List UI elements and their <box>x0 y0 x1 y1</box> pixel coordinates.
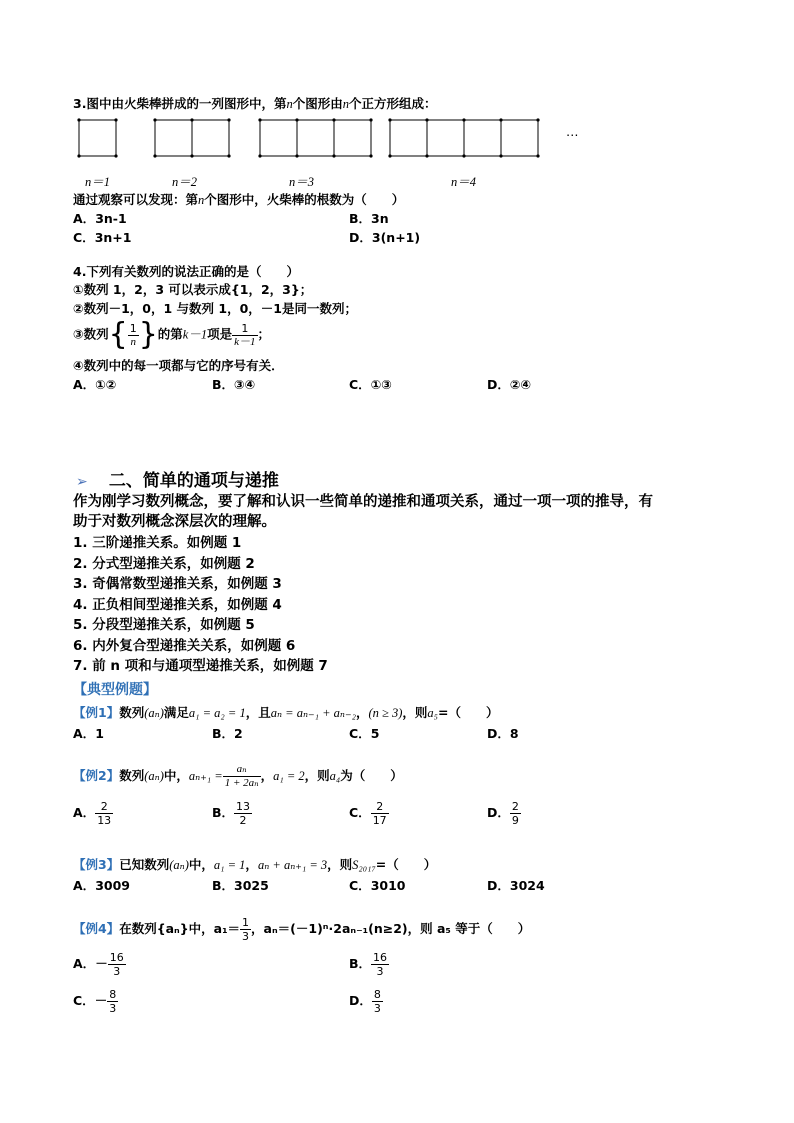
stem-part: 中， <box>163 768 189 783</box>
option-text: 3024 <box>509 878 545 893</box>
section-title: 二、简单的通项与递推 <box>108 471 279 491</box>
option-letter: D． <box>349 993 372 1008</box>
option-text: 8 <box>509 726 519 741</box>
brace-right: } <box>138 317 158 352</box>
typical-examples-heading: 【典型例题】 <box>73 682 157 698</box>
stem-part: ，则 <box>304 768 330 783</box>
option-text: 3n-1 <box>95 211 127 226</box>
label-n3: n＝3 <box>289 175 315 189</box>
option-text: ①③ <box>370 377 392 392</box>
fraction-num: 8 <box>373 988 381 1001</box>
matchstick-figure <box>70 114 590 164</box>
statement-part: ； <box>257 326 271 342</box>
ex3-option-c[interactable] <box>349 878 405 894</box>
fraction-num: 16 <box>373 951 388 964</box>
fraction-den: 17 <box>372 814 387 827</box>
q3-stem-var: n <box>342 97 349 111</box>
figure-n2 <box>155 120 229 156</box>
q4-statement-2: ②数列－1，0，1 与数列 1，0，－1是同一数列； <box>73 301 357 316</box>
option-letter: A． <box>73 726 96 741</box>
q3-question <box>73 192 404 208</box>
fraction-num: 1 <box>129 321 137 335</box>
option-text: ②④ <box>509 377 532 392</box>
option-letter: A． <box>73 805 96 820</box>
math-cond: a₁ = 1 <box>213 858 246 872</box>
q4-statement-3 <box>73 317 271 352</box>
fraction <box>232 322 257 349</box>
option-text: 3(n+1) <box>371 230 421 245</box>
q3-question-part: 通过观察可以发现：第 <box>73 192 199 207</box>
ex3-stem <box>73 857 436 873</box>
option-letter: D． <box>487 878 510 893</box>
q3-option-d[interactable] <box>349 230 420 246</box>
stem-part: 数列 <box>119 705 145 720</box>
stem-part: ，则 <box>327 857 353 872</box>
math-target: a₄ <box>329 769 341 783</box>
stem-part: ，则 <box>402 705 428 720</box>
fraction-num: 2 <box>511 800 519 813</box>
fraction <box>128 322 139 349</box>
q3-option-c[interactable] <box>73 230 131 246</box>
q3-stem-part: 个正方形组成： <box>348 96 437 111</box>
fraction <box>95 800 113 827</box>
ex4-option-c[interactable] <box>73 988 118 1015</box>
fraction-num: 8 <box>109 988 117 1001</box>
section-heading <box>76 466 279 491</box>
ex1-option-d[interactable] <box>487 726 519 742</box>
option-letter: C． <box>349 377 371 392</box>
option-text: 3025 <box>234 878 269 893</box>
stem-part: 已知数列 <box>119 857 170 872</box>
math-cond: a₁ = a₂ = 1 <box>188 706 246 720</box>
fraction-num: 1 <box>242 916 250 929</box>
ex2-option-b[interactable] <box>212 800 252 827</box>
section-intro-1: 作为刚学习数列概念，要了解和认识一些简单的递推和通项关系，通过一项一项的推导，有 <box>73 494 653 510</box>
stem-part: 在数列{aₙ}中，a₁＝ <box>119 921 241 936</box>
math-seq: (aₙ) <box>144 769 164 783</box>
math-cond: aₙ = aₙ₋₁ + aₙ₋₂ <box>270 706 356 720</box>
figure-ellipsis: … <box>566 124 579 139</box>
brace-left: { <box>108 317 128 352</box>
option-sign: － <box>94 993 108 1008</box>
math-target: S₂₀₁₇ <box>352 858 376 872</box>
option-text: 3n <box>371 211 389 226</box>
statement-part: ③数列 <box>73 326 109 342</box>
fraction-den: 3 <box>242 930 250 943</box>
matchstick-joints <box>77 118 539 157</box>
figure-n4 <box>390 120 538 156</box>
q3-stem-var: n <box>286 97 293 111</box>
math-seq: (aₙ) <box>144 706 164 720</box>
list-item: 5. 分段型递推关系，如例题 5 <box>73 617 255 633</box>
statement-part: 的第 <box>157 326 183 342</box>
stem-part: ， <box>260 768 274 783</box>
option-letter: B． <box>212 878 235 893</box>
ex1-option-b[interactable] <box>212 726 243 742</box>
q3-stem <box>73 96 436 112</box>
q4-option-a[interactable] <box>73 377 116 393</box>
option-letter: B． <box>212 377 235 392</box>
fraction <box>223 763 261 790</box>
fraction <box>108 951 126 978</box>
statement-part: 项是 <box>207 326 233 342</box>
arrow-icon: ➢ <box>76 474 88 490</box>
example-tag: 【例3】 <box>73 857 120 872</box>
list-item: 7. 前 n 项和与通项型递推关系，如例题 7 <box>73 658 328 674</box>
fraction-den: 3 <box>376 965 384 978</box>
stem-part: ， <box>245 857 258 872</box>
option-text: 3009 <box>95 878 130 893</box>
relation-list <box>73 533 328 677</box>
option-letter: D． <box>487 377 510 392</box>
fraction <box>234 800 252 827</box>
option-letter: C． <box>349 726 371 741</box>
q3-stem-part: 3.图中由火柴棒拼成的一列图形中，第 <box>73 96 287 111</box>
ex4-option-b[interactable] <box>349 951 389 978</box>
stem-part: 为（ ） <box>340 768 403 783</box>
stem-part: 数列 <box>119 768 145 783</box>
ex1-option-c[interactable] <box>349 726 379 742</box>
option-letter: C． <box>349 805 371 820</box>
figure-n1 <box>79 120 116 156</box>
ex1-stem <box>73 705 499 721</box>
math-lhs: aₙ₊₁ = <box>188 769 223 783</box>
fraction-num: 1 <box>232 322 257 336</box>
list-item: 2. 分式型递推关系，如例题 2 <box>73 555 255 572</box>
fraction <box>107 988 118 1015</box>
fraction-num: 13 <box>236 800 251 813</box>
fraction <box>372 988 383 1015</box>
option-text: 3010 <box>370 878 406 893</box>
list-item: 4. 正负相间型递推关系，如例题 4 <box>73 596 282 613</box>
option-letter: D． <box>487 805 510 820</box>
q3-stem-part: 个图形由 <box>292 96 343 111</box>
ex3-option-d[interactable] <box>487 878 545 894</box>
ex3-option-b[interactable] <box>212 878 269 894</box>
stem-part: 满足 <box>163 705 189 720</box>
option-letter: A． <box>73 878 96 893</box>
ex2-option-c[interactable] <box>349 800 389 827</box>
label-n1: n＝1 <box>85 175 111 189</box>
math-cond: a₁ = 2 <box>273 769 305 783</box>
fraction-den: k－1 <box>234 335 256 348</box>
ex2-stem <box>73 763 403 790</box>
fraction-den: 2 <box>239 814 247 827</box>
fraction-den: n <box>130 335 136 348</box>
ex3-option-a[interactable] <box>73 878 130 894</box>
list-item: 3. 奇偶常数型递推关系，如例题 3 <box>73 576 282 592</box>
q4-option-b[interactable] <box>212 377 255 393</box>
option-text: 3n+1 <box>94 230 132 245</box>
stem-part: ，且 <box>245 705 271 720</box>
fraction-den: 3 <box>373 1002 381 1015</box>
option-letter: D． <box>349 230 372 245</box>
option-letter: B． <box>212 726 235 741</box>
option-letter: B． <box>212 805 235 820</box>
ex2-option-d[interactable] <box>487 800 521 827</box>
option-letter: B． <box>349 211 372 226</box>
option-letter: D． <box>487 726 510 741</box>
stem-part: ，aₙ＝(－1)ⁿ·2aₙ₋₁(n≥2)，则 a₅ 等于（ ） <box>251 921 531 936</box>
fraction-num: 16 <box>109 951 124 964</box>
example-tag: 【例2】 <box>73 768 120 783</box>
option-text: 2 <box>234 726 243 741</box>
fraction-den: 3 <box>113 965 121 978</box>
option-letter: A． <box>73 211 96 226</box>
ex4-stem <box>73 916 530 943</box>
stem-part: 中， <box>188 857 214 872</box>
q3-option-b[interactable] <box>349 211 389 227</box>
stem-part: =（ ） <box>375 857 437 872</box>
option-letter: A． <box>73 377 96 392</box>
label-n4: n＝4 <box>451 175 477 189</box>
figure-n3 <box>260 120 371 156</box>
ex2-option-a[interactable] <box>73 800 113 827</box>
fraction <box>371 951 389 978</box>
option-sign: － <box>95 956 108 971</box>
stem-part: ， <box>355 705 369 720</box>
q4-option-c[interactable] <box>349 377 392 393</box>
fraction <box>240 916 251 943</box>
option-letter: B． <box>349 956 372 971</box>
list-item: 1. 三阶递推关系。如例题 1 <box>73 535 242 551</box>
statement-var: k－1 <box>182 327 208 342</box>
example-tag: 【例1】 <box>73 705 120 720</box>
fraction <box>371 800 389 827</box>
q3-question-var: n <box>198 193 205 207</box>
q4-statement-1: ①数列 1，2，3 可以表示成{1，2，3}； <box>73 282 313 297</box>
option-text: ①② <box>95 377 117 392</box>
option-letter: A． <box>73 956 96 971</box>
ex4-option-a[interactable] <box>73 951 126 978</box>
option-text: ③④ <box>234 377 256 392</box>
fraction-num: aₙ <box>223 763 261 777</box>
list-item: 6. 内外复合型递推关关系，如例题 6 <box>73 637 296 654</box>
fraction-den: 3 <box>109 1002 117 1015</box>
q3-question-part: 个图形中，火柴棒的根数为（ ） <box>204 192 405 207</box>
option-letter: C． <box>349 878 371 893</box>
fraction-den: 1 + 2aₙ <box>224 777 259 789</box>
math-cond: (n ≥ 3) <box>368 706 403 720</box>
fraction-den: 13 <box>97 814 112 827</box>
math-seq: (aₙ) <box>169 858 189 872</box>
stem-part: =（ ） <box>438 705 499 720</box>
option-letter: C． <box>73 230 95 245</box>
math-cond: aₙ + aₙ₊₁ = 3 <box>257 858 328 872</box>
section-intro-2: 助于对数列概念深层次的理解。 <box>73 514 276 530</box>
q4-option-d[interactable] <box>487 377 531 393</box>
q4-statement-4: ④数列中的每一项都与它的序号有关． <box>73 358 284 373</box>
fraction-den: 9 <box>511 814 519 827</box>
option-letter: C． <box>73 993 95 1008</box>
q3-option-a[interactable] <box>73 211 127 227</box>
option-text: 5 <box>370 726 380 741</box>
ex1-option-a[interactable] <box>73 726 104 742</box>
fraction-num: 2 <box>371 800 389 814</box>
ex4-option-d[interactable] <box>349 988 383 1015</box>
label-n2: n＝2 <box>172 175 198 189</box>
example-tag: 【例4】 <box>73 921 120 936</box>
q4-stem: 4.下列有关数列的说法正确的是（ ） <box>73 264 299 279</box>
fraction <box>510 800 521 827</box>
option-text: 1 <box>95 726 104 741</box>
math-target: a₅ <box>427 706 439 720</box>
fraction-num: 2 <box>95 800 113 814</box>
